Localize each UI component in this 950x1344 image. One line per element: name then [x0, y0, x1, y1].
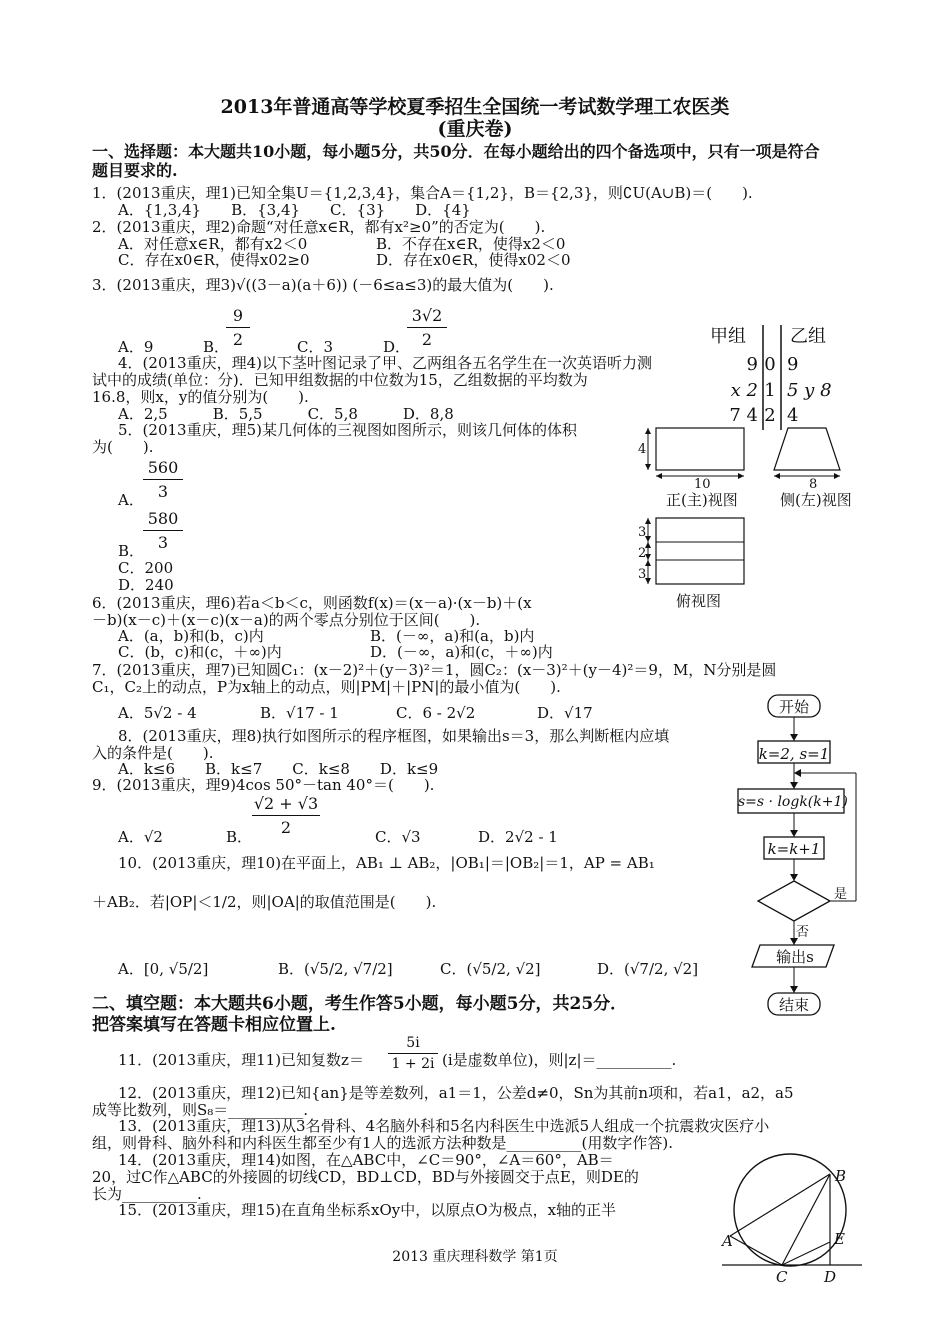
flow-no: 否: [796, 925, 810, 940]
q6-line1: 6．(2013重庆，理6)若a＜b＜c，则函数f(x)＝(x－a)·(x－b)＋(x: [92, 594, 532, 612]
q7-option-a: A．5√2 - 4: [118, 704, 197, 722]
flow-step1: s=s · logk(k+1): [738, 794, 848, 810]
q3-option-c: C．3: [297, 338, 334, 356]
q3-option-d: D．: [383, 338, 411, 356]
top-view-dim-0: 3: [638, 525, 647, 540]
q10-option-c: C．(√5/2, √2]: [440, 960, 541, 978]
q9-option-d: D．2√2 - 1: [478, 828, 558, 846]
top-view-dim-1: 2: [638, 546, 647, 561]
q9-option-c: C．√3: [375, 828, 421, 846]
side-view-width: 8: [809, 477, 818, 492]
stem-leaf-left-2: 7 4: [729, 405, 758, 426]
q11-fraction: 5i 1 + 2i: [388, 1035, 438, 1072]
q4-options: A．2,5 B．5,5 C．5,8 D．8,8: [118, 405, 454, 423]
stem-leaf-stem-1: 1: [764, 380, 776, 401]
q2-stem: 2．(2013重庆，理2)命题“对任意x∈R，都有x²≥0”的否定为( ).: [92, 218, 546, 236]
stem-leaf-left-0: 9: [746, 354, 758, 375]
q14-line3: 长为__________.: [92, 1185, 202, 1203]
flow-step2: k=k+1: [767, 840, 821, 858]
point-B: B: [835, 1167, 847, 1185]
q6-option-d: D．(－∞，a)和(c，＋∞)内: [370, 643, 553, 661]
stem-leaf-right-header: 乙组: [790, 326, 826, 347]
q10-option-b: B．(√5/2, √7/2]: [278, 960, 393, 978]
q6-option-c: C．(b，c)和(c，＋∞)内: [118, 643, 282, 661]
q8-line2: 入的条件是( ).: [92, 744, 214, 762]
stem-leaf-right-0: 9: [787, 354, 799, 375]
q5-option-b: B．: [118, 542, 145, 560]
top-view-dim-2: 3: [638, 567, 647, 582]
front-view-width: 10: [694, 477, 711, 492]
point-D: D: [824, 1268, 837, 1286]
top-view-label: 俯视图: [676, 592, 722, 610]
q10-option-a: A．[0, √5/2]: [118, 960, 209, 978]
section1-heading: 一、选择题：本大题共10小题，每小题5分，共50分．在每小题给出的四个备选项中，只有一项是符合: [92, 142, 820, 161]
q5-line1: 5．(2013重庆，理5)某几何体的三视图如图所示，则该几何体的体积: [118, 421, 577, 439]
q2-option-a: A．对任意x∈R，都有x2＜0: [118, 235, 308, 253]
q4-line1: 4．(2013重庆，理4)以下茎叶图记录了甲、乙两组各五名学生在一次英语听力测: [118, 354, 652, 372]
q14-line1: 14．(2013重庆，理14)如图，在△ABC中，∠C＝90°，∠A＝60°，AB＝: [118, 1151, 614, 1169]
side-view-label: 侧(左)视图: [780, 491, 852, 509]
q12-line1: 12．(2013重庆，理12)已知{an}是等差数列，a1＝1，公差d≠0，Sn为其前n项和，若a1，a2，a5: [118, 1084, 794, 1102]
three-view-diagram: [640, 420, 860, 605]
q5-line2: 为( ).: [92, 438, 154, 456]
point-A: A: [722, 1232, 733, 1250]
flow-start: 开始: [778, 698, 809, 716]
q5-option-a: A．: [118, 491, 144, 509]
q7-line1: 7．(2013重庆，理7)已知圆C₁：(x－2)²＋(y－3)²＝1，圆C₂：(x－3)²＋(y－4)²＝9，M，N分别是圆: [92, 661, 777, 679]
q7-option-d: D．√17: [537, 704, 593, 722]
q6-option-b: B．(－∞，a)和(a，b)内: [370, 627, 535, 645]
q2-option-d: D．存在x0∈R，使得x02＜0: [376, 251, 571, 269]
stem-leaf-right-2: 4: [787, 405, 799, 426]
q10-line1: 10．(2013重庆，理10)在平面上，AB₁ ⊥ AB₂，|OB₁|＝|OB₂|＝1，AP = AB₁: [118, 854, 655, 872]
q3-option-d-fraction: 3√2 2: [407, 306, 447, 349]
flow-init: k=2, s=1: [758, 745, 830, 763]
stem-leaf-left-1: x 2: [730, 380, 758, 401]
q13-line2: 组，则骨科、脑外科和内科医生都至少有1人的选派方法种数是__________(用数字作答).: [92, 1134, 674, 1152]
q15-line1: 15．(2013重庆，理15)在直角坐标系xOy中，以原点O为极点，x轴的正半: [118, 1201, 617, 1219]
q9-option-a: A．√2: [118, 828, 163, 846]
section2-heading-2: 把答案填写在答题卡相应位置上.: [92, 1015, 336, 1035]
page-title: 2013年普通高等学校夏季招生全国统一考试数学理工农医类: [220, 96, 730, 118]
point-E: E: [834, 1230, 845, 1248]
front-view-label: 正(主)视图: [666, 491, 738, 509]
page-subtitle: (重庆卷): [437, 118, 513, 140]
stem-leaf-stem-0: 0: [764, 354, 776, 375]
q5-option-d: D．240: [118, 576, 174, 594]
q9-stem: 9．(2013重庆，理9)4cos 50°－tan 40°＝( ).: [92, 776, 435, 794]
q3-option-a: A．9: [118, 338, 154, 356]
q6-line2: －b)(x－c)＋(x－c)(x－a)的两个零点分别位于区间( ).: [92, 611, 481, 629]
q7-option-b: B．√17 - 1: [260, 704, 339, 722]
stem-leaf-right-1: 5 y 8: [787, 380, 832, 401]
point-C: C: [776, 1268, 788, 1286]
flowchart-diagram: [730, 693, 860, 1023]
flow-end: 结束: [778, 996, 809, 1014]
q7-option-c: C．6 - 2√2: [396, 704, 476, 722]
q9-option-b: B．: [226, 828, 253, 846]
q5-option-b-fraction: 580 3: [143, 509, 183, 552]
q10-line2: ＋AB₂．若|OP|＜1/2，则|OA|的取值范围是( ).: [92, 893, 437, 911]
q6-option-a: A．(a，b)和(b，c)内: [118, 627, 264, 645]
q1-options: A．{1,3,4} B．{3,4} C．{3} D．{4}: [118, 201, 471, 219]
flow-yes: 是: [834, 887, 848, 902]
q5-option-a-fraction: 560 3: [143, 458, 183, 501]
q1-stem: 1．(2013重庆，理1)已知全集U＝{1,2,3,4}，集合A＝{1,2}，B＝{2,3}，则∁U(A∪B)＝( ).: [92, 184, 753, 202]
flow-output: 输出s: [776, 948, 814, 966]
front-view-height: 4: [638, 442, 647, 457]
q9-option-b-fraction: √2 + √3 2: [253, 794, 319, 837]
stem-leaf-stem-2: 2: [764, 405, 776, 426]
q10-option-d: D．(√7/2, √2]: [597, 960, 699, 978]
q8-line1: 8．(2013重庆，理8)执行如图所示的程序框图，如果输出s＝3，那么判断框内应填: [118, 727, 670, 745]
q13-line1: 13．(2013重庆，理13)从3名骨科、4名脑外科和5名内科医生中选派5人组成一个抗震救灾医疗小: [118, 1117, 770, 1135]
q2-option-c: C．存在x0∈R，使得x02≥0: [118, 251, 310, 269]
section1-heading-2: 题目要求的.: [92, 161, 178, 180]
q3-option-b: B．: [203, 338, 230, 356]
q12-line2: 成等比数列，则S₈＝__________.: [92, 1101, 309, 1119]
section2-heading: 二、填空题：本大题共6小题，考生作答5小题，每小题5分，共25分．: [92, 994, 628, 1014]
page-footer: 2013 重庆理科数学 第1页: [392, 1249, 558, 1265]
q11-stem-pre: 11．(2013重庆，理11)已知复数z＝: [118, 1051, 364, 1069]
q11-stem-post: (i是虚数单位)，则|z|＝__________.: [442, 1051, 677, 1069]
q7-line2: C₁，C₂上的动点，P为x轴上的动点，则|PM|＋|PN|的最小值为( ).: [92, 678, 561, 696]
q3-option-b-fraction: 9 2: [226, 306, 250, 349]
q14-line2: 20，过C作△ABC的外接圆的切线CD，BD⊥CD，BD与外接圆交于点E，则DE的: [92, 1168, 639, 1186]
q4-line2: 试中的成绩(单位：分)．已知甲组数据的中位数为15，乙组数据的平均数为: [92, 371, 588, 389]
stem-leaf-left-header: 甲组: [710, 326, 746, 347]
q3-stem: 3．(2013重庆，理3)√((3－a)(a＋6)) (－6≤a≤3)的最大值为( ).: [92, 276, 554, 294]
q2-option-b: B．不存在x∈R，使得x2＜0: [376, 235, 566, 253]
q4-line3: 16.8，则x，y的值分别为( ).: [92, 388, 309, 406]
q5-option-c: C．200: [118, 559, 174, 577]
q8-options: A．k≤6 B．k≤7 C．k≤8 D．k≤9: [118, 760, 439, 778]
